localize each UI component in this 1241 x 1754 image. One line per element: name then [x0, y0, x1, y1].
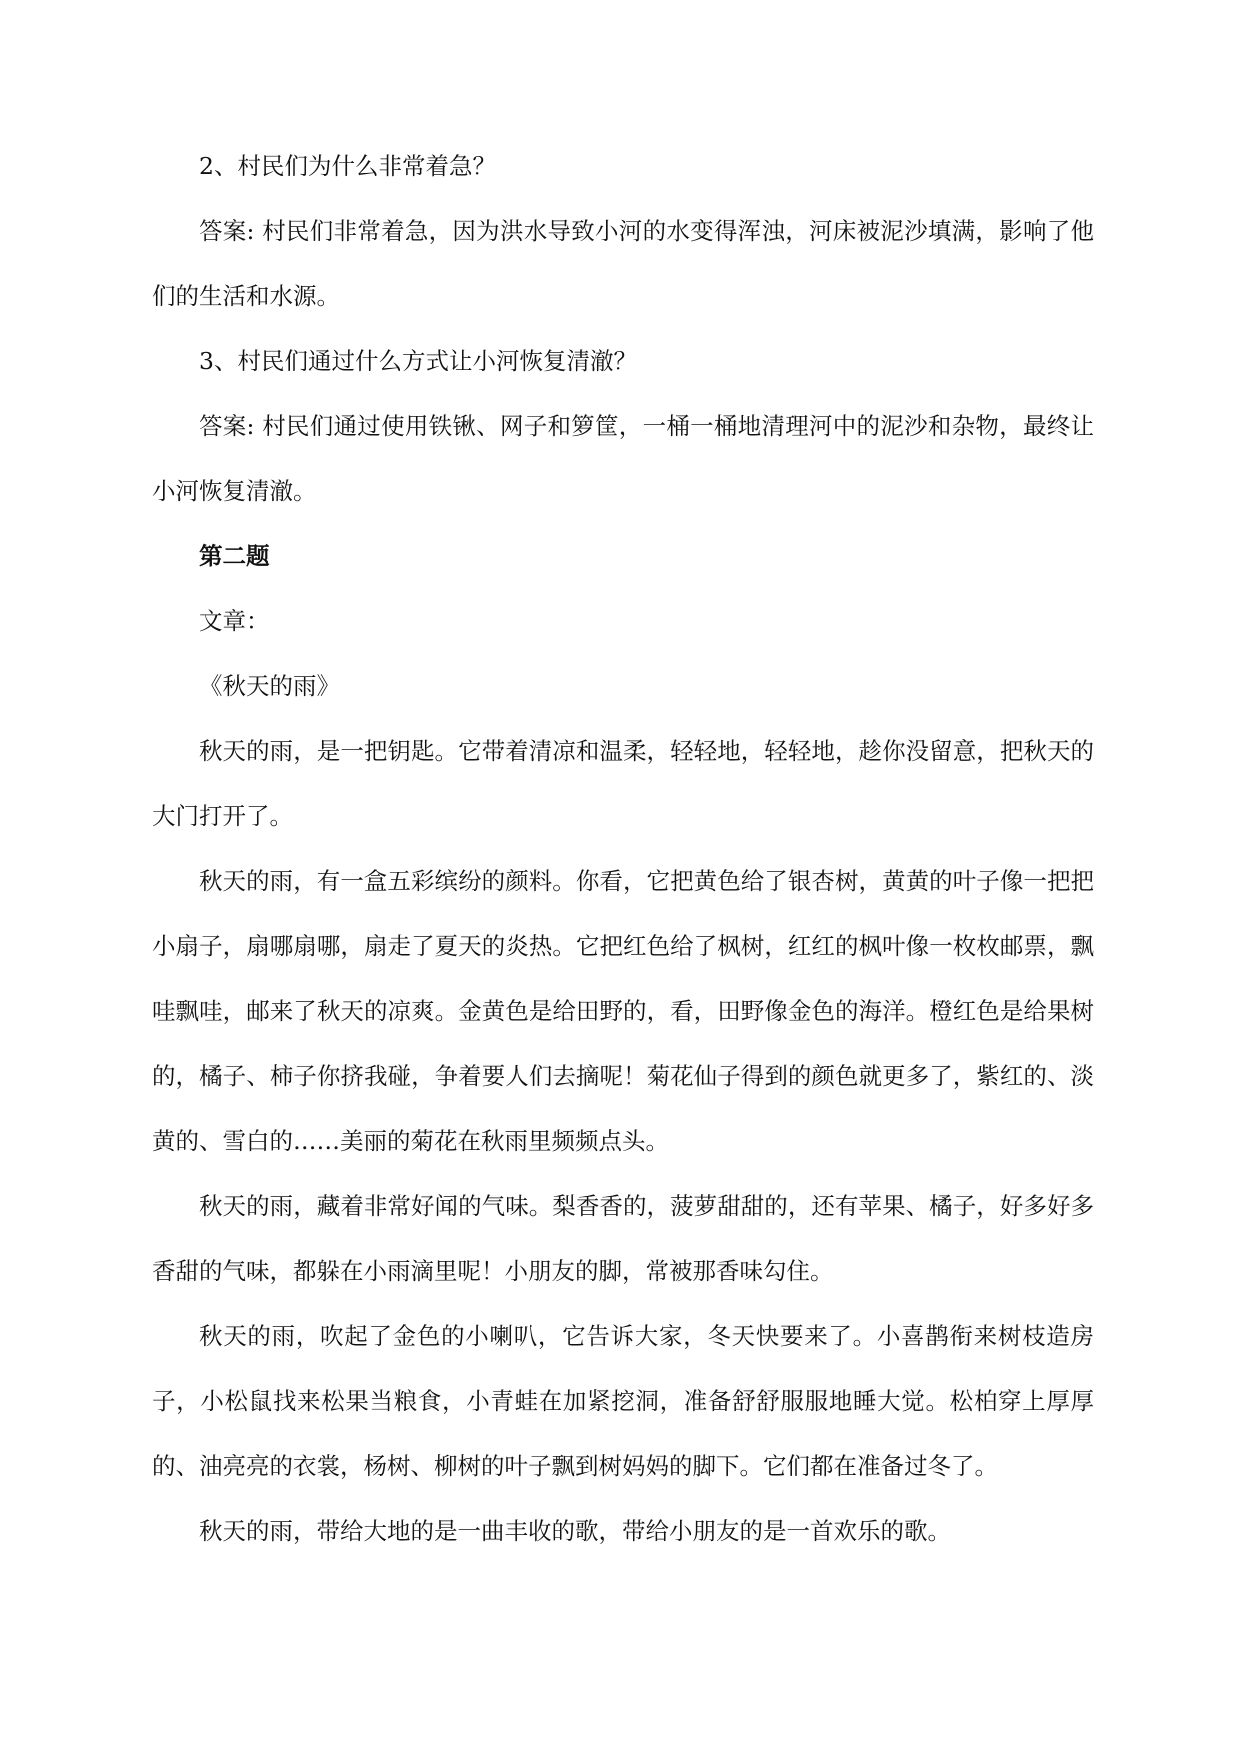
- question-3: 3、村民们通过什么方式让小河恢复清澈？: [199, 347, 637, 375]
- article-paragraph-2: 秋天的雨，有一盒五彩缤纷的颜料。你看，它把黄色给了银杏树，黄黄的叶子像一把把小扇子，扇哪扇哪，扇走了夏天的炎热。它把红色给了枫树，红红的枫叶像一枚枚邮票，飘哇飘哇，邮来了秋天的凉爽。金黄色是给田野的，看，田野像金色的海洋。橙红色是给果树的，橘子、柿子你挤我碰，争着要人们去摘呢！菊花仙子得到的颜色就更多了，紫红的、淡黄的、雪白的……美丽的菊花在秋雨里频频点头。: [152, 867, 1094, 1155]
- answer-3: 答案: 村民们通过使用铁锹、网子和箩筐，一桶一桶地清理河中的泥沙和杂物，最终让小河恢复清澈。: [152, 412, 1094, 505]
- question-2: 2、村民们为什么非常着急？: [199, 152, 496, 180]
- article-label: 文章：: [199, 607, 270, 635]
- article-paragraph-1: 秋天的雨，是一把钥匙。它带着清凉和温柔，轻轻地，轻轻地，趁你没留意，把秋天的大门打开了。: [152, 737, 1094, 830]
- answer-2: 答案: 村民们非常着急，因为洪水导致小河的水变得浑浊，河床被泥沙填满，影响了他们的生活和水源。: [152, 217, 1094, 310]
- document-page: [152, 134, 1094, 1564]
- article-title: 《秋天的雨》: [199, 672, 340, 700]
- article-paragraph-4: 秋天的雨，吹起了金色的小喇叭，它告诉大家，冬天快要来了。小喜鹊衔来树枝造房子，小松鼠找来松果当粮食，小青蛙在加紧挖洞，准备舒舒服服地睡大觉。松柏穿上厚厚的、油亮亮的衣裳，杨树、柳树的叶子飘到树妈妈的脚下。它们都在准备过冬了。: [152, 1322, 1094, 1480]
- article-paragraph-5: 秋天的雨，带给大地的是一曲丰收的歌，带给小朋友的是一首欢乐的歌。: [199, 1517, 951, 1545]
- section-heading: 第二题: [199, 542, 270, 570]
- article-paragraph-3: 秋天的雨，藏着非常好闻的气味。梨香香的，菠萝甜甜的，还有苹果、橘子，好多好多香甜的气味，都躲在小雨滴里呢！小朋友的脚，常被那香味勾住。: [152, 1192, 1094, 1285]
